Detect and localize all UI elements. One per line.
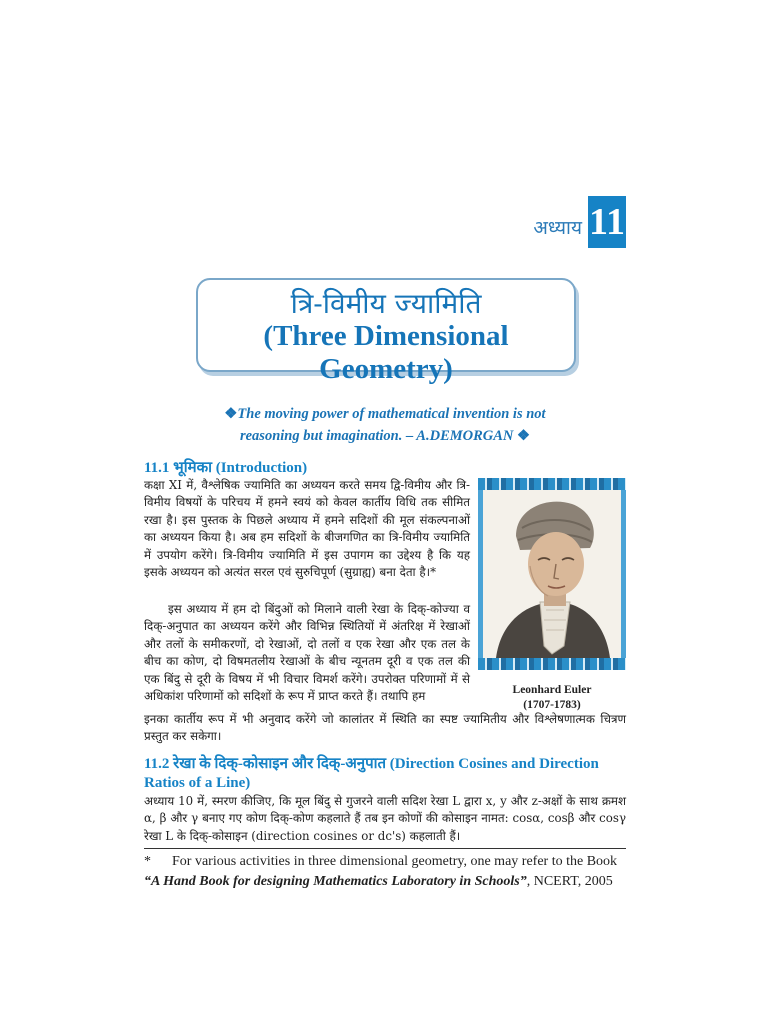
portrait-caption	[478, 683, 626, 713]
footnote-marker: *	[144, 854, 151, 869]
footnote-publisher: , NCERT, 2005	[526, 874, 613, 889]
footnote-book-title: “A Hand Book for designing Mathematics Laboratory in Schools”	[144, 874, 527, 889]
section-heading-direction-cosines: 11.2 रेखा के दिक्-कोसाइन और दिक्-अनुपात (Direction Cosines and Direction Ratios of a Line)	[144, 756, 599, 791]
ornament-icon: ❖	[224, 406, 238, 422]
footnote-line-1	[144, 854, 634, 870]
quote-line-1: The moving power of mathematical invention is not	[237, 406, 546, 422]
portrait-years: (1707-1783)	[523, 699, 581, 711]
footnote-divider	[144, 848, 626, 849]
euler-portrait	[478, 478, 626, 670]
chapter-word: अध्याय	[533, 217, 582, 239]
quote-line-2: reasoning but imagination. – A.DEMORGAN	[239, 428, 514, 444]
portrait-illustration	[478, 478, 626, 670]
chapter-title-frame	[196, 278, 576, 385]
chapter-title-hindi: त्रि-विमीय ज्यामिति	[290, 287, 482, 320]
chapter-number-badge	[588, 196, 626, 248]
chapter-number: 11	[589, 201, 625, 243]
portrait-name: Leonhard Euler	[512, 684, 592, 696]
portrait-border-bottom	[478, 658, 626, 670]
intro-paragraph-3: इनका कार्तीय रूप में भी अनुवाद करेंगे जो कालांतर में स्थिति का स्पष्ट ज्यामितीय और विश्लेषणात्मक चित्रण प्रस्तुत कर सकेगा।	[144, 712, 626, 744]
intro-paragraph-1: कक्षा XI में, वैश्लेषिक ज्यामिति का अध्ययन करते समय द्वि-विमीय और त्रि-विमीय विषयों के परिचय में हमने स्वयं को केवल कार्तीय विधि तक सीमित रखा है। इस पुस्तक के पिछले अध्याय में हमने सदिशों की मूल संकल्पनाओं का अध्ययन किया है। अब हम सदिशों के बीजगणित का त्रि-विमीय ज्यामिति में उपयोग करेंगे। त्रि-विमीय ज्यामिति में इस उपागम का उद्देश्य है कि यह इसके अध्ययन को अत्यंत सरल एवं सुरुचिपूर्ण (सुग्राह्य) बना देता है।*	[144, 478, 470, 580]
epigraph-quote	[210, 403, 560, 447]
direction-cosines-paragraph: अध्याय 10 में, स्मरण कीजिए, कि मूल बिंदु से गुजरने वाली सदिश रेखा L द्वारा x, y और z-अक्षों के साथ क्रमश α, β और γ बनाए गए कोण दिक्-कोण कहलाते हैं तब इन कोणों की कोसाइन नामत: cosα, cosβ और cosγ रेखा L के दिक्-कोसाइन (direction cosines or dc's) कहलाती हैं।	[144, 794, 626, 843]
ornament-icon: ❖	[517, 428, 531, 444]
footnote-text: For various activities in three dimensional geometry, one may refer to the Book	[172, 854, 618, 869]
footnote-line-2	[144, 874, 634, 890]
section-heading-introduction: 11.1 भूमिका (Introduction)	[144, 460, 308, 476]
intro-paragraph-2: इस अध्याय में हम दो बिंदुओं को मिलाने वाली रेखा के दिक्-कोज्या व दिक्-अनुपात का अध्ययन करेंगे और विभिन्न स्थितियों में अंतरिक्ष में रेखाओं और तलों के समीकरणों, दो रेखाओं, दो तलों व एक रेखा और एक तल के बीच का कोण, दो विषमतलीय रेखाओं के बीच न्यूनतम दूरी व एक तल की एक बिंदु से दूरी के विषय में भी विचार विमर्श करेंगे। उपरोक्त परिणामों में से अधिकांश परिणामों को सदिशों के रूप में प्राप्त करते हैं। तथापि हम	[144, 602, 470, 704]
chapter-header	[533, 196, 626, 248]
chapter-title-english: (Three Dimensional Geometry)	[263, 320, 509, 385]
